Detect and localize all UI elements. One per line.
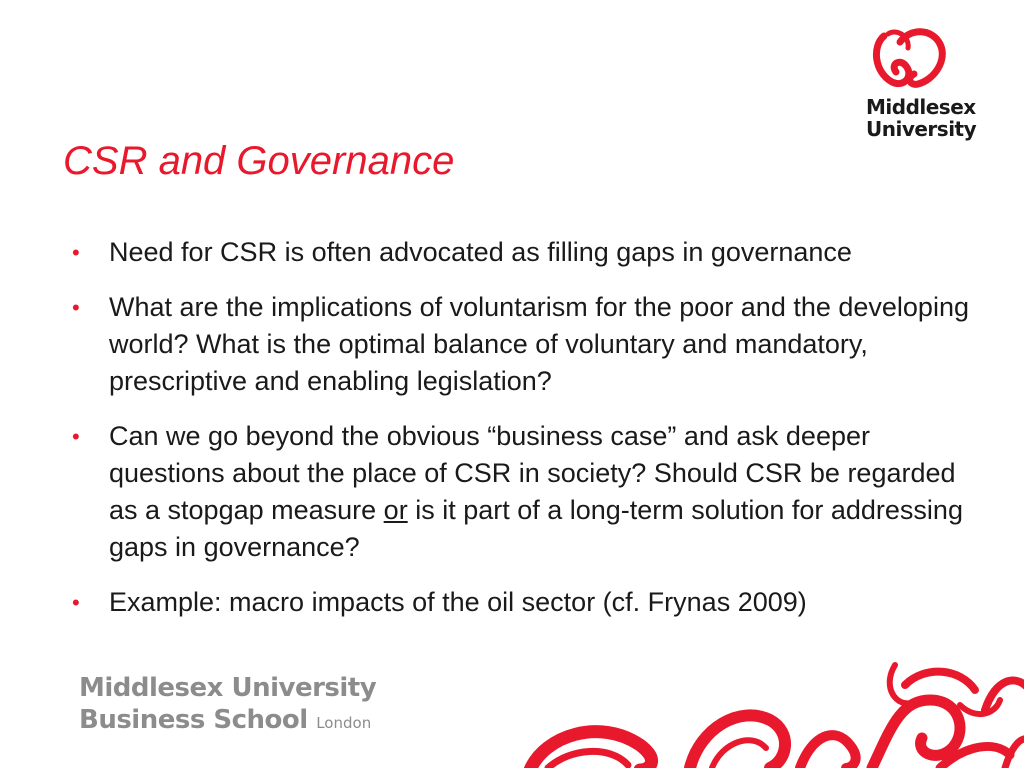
bullet-text-underlined: or	[383, 495, 408, 525]
bullet-text-part2: is it part of a long-term solution for addressing gaps in governance?	[109, 495, 963, 562]
bullet-item	[70, 289, 990, 400]
slide-title: CSR and Governance	[63, 139, 455, 183]
bullet-text: Example: macro impacts of the oil sector (cf. Frynas 2009)	[109, 587, 807, 617]
school-name-line2	[79, 704, 376, 739]
bullet-marker: •	[72, 424, 80, 449]
school-name-line1: Middlesex University	[79, 673, 377, 703]
logo-text-middlesex: Middlesex	[866, 95, 976, 119]
logo-text-university: University	[866, 117, 977, 141]
logo-swirl-icon	[870, 24, 950, 96]
bullet-item	[70, 234, 990, 271]
bullet-text: Need for CSR is often advocated as filling gaps in governance	[109, 237, 852, 267]
university-logo	[862, 24, 977, 149]
bullet-item	[70, 584, 990, 621]
bullet-marker: •	[72, 590, 80, 615]
bullet-text-part1: Can we go beyond the obvious “business case” and ask deeper questions about the place of CSR in society? Should CSR be regarded as a stopgap measure	[109, 421, 956, 525]
bullet-marker: •	[72, 240, 80, 265]
bullet-text: What are the implications of voluntarism for the poor and the developing world? What is the optimal balance of voluntary and mandatory, prescriptive and enabling legislation?	[109, 292, 969, 396]
school-name-text: Business School	[79, 705, 308, 735]
business-school-logo	[79, 672, 376, 739]
bullet-list	[70, 234, 990, 639]
bullet-marker: •	[72, 295, 80, 320]
school-city: London	[316, 714, 372, 732]
bullet-item	[70, 418, 990, 566]
